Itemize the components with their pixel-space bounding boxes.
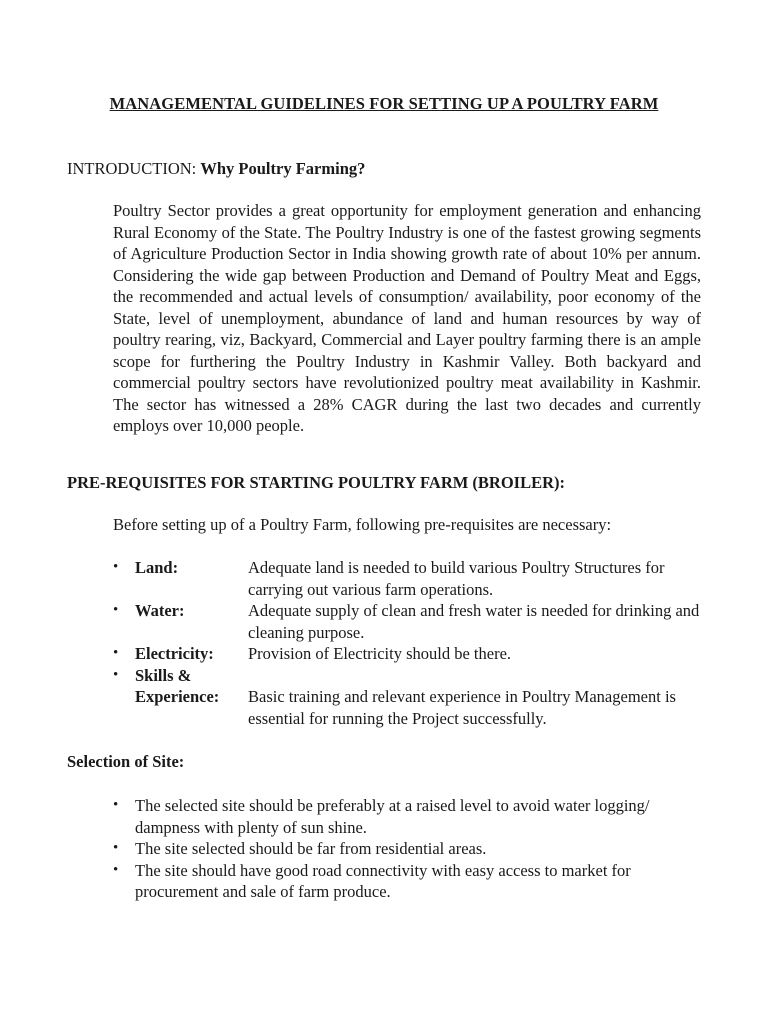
list-item: [113, 557, 713, 600]
site-selection-heading: Selection of Site:: [67, 752, 185, 771]
site-point-text: The site should have good road connectivity with easy access to market for procurement and sale of farm produce.: [135, 860, 631, 901]
bullet-icon: •: [113, 666, 119, 683]
requirement-label: Experience:: [135, 687, 220, 706]
list-item: [113, 600, 713, 643]
prerequisites-intro: Before setting up of a Poultry Farm, following pre-requisites are necessary:: [113, 515, 612, 534]
requirement-label: Land:: [135, 558, 179, 577]
site-point-text: The selected site should be preferably at a raised level to avoid water logging/ dampness with plenty of sun shine.: [135, 796, 650, 837]
requirement-text: Adequate supply of clean and fresh water is needed for drinking and cleaning purpose.: [248, 601, 700, 642]
bullet-icon: •: [113, 602, 119, 618]
introduction-heading: [67, 158, 365, 180]
introduction-label: INTRODUCTION:: [67, 159, 197, 178]
list-item: [113, 860, 703, 903]
requirement-text: Adequate land is needed to build various Poultry Structures for carrying out various farm operations.: [248, 558, 665, 599]
introduction-question: Why Poultry Farming?: [200, 159, 366, 178]
requirement-label: Electricity:: [135, 644, 214, 663]
bullet-icon: •: [113, 559, 119, 575]
requirement-text: Basic training and relevant experience in Poultry Management is essential for running the Project successfully.: [248, 687, 676, 728]
list-item: [113, 838, 703, 860]
prerequisites-heading: PRE-REQUISITES FOR STARTING POULTRY FARM (BROILER):: [67, 473, 566, 492]
list-item: [113, 643, 713, 665]
site-point-text: The site selected should be far from residential areas.: [135, 839, 487, 858]
list-item: [113, 686, 713, 729]
bullet-icon: •: [113, 861, 119, 878]
bullet-icon: •: [113, 645, 119, 661]
list-item: [113, 795, 703, 838]
introduction-paragraph: Poultry Sector provides a great opportunity for employment generation and enhancing Rural Economy of the State. The Poultry Industry is one of the fastest growing segments of Agriculture Production Sector in India showing growth rate of about 10% per annum. Considering the wide gap between Production and Demand of Poultry Meat and Eggs, the recommended and actual levels of consumption/ availability, poor economy of the State, level of unemployment, abundance of land and human resources by way of poultry rearing, viz, Backyard, Commercial and Layer poultry farming there is an ample scope for furthering the Poultry Industry in Kashmir Valley. Both backyard and commercial poultry sectors have revolutionized poultry meat availability in Kashmir. The sector has witnessed a 28% CAGR during the last two decades and currently employs over 10,000 people.: [113, 201, 701, 435]
bullet-icon: •: [113, 797, 119, 813]
list-item: [113, 665, 713, 687]
requirement-label: Water:: [135, 601, 185, 620]
requirement-label: Skills &: [135, 665, 192, 685]
requirement-text: Provision of Electricity should be there.: [248, 644, 512, 663]
site-selection-list: [113, 795, 703, 903]
document-title: MANAGEMENTAL GUIDELINES FOR SETTING UP A POULTRY FARM: [109, 94, 659, 113]
requirements-list: [113, 557, 713, 729]
bullet-icon: •: [113, 840, 119, 856]
